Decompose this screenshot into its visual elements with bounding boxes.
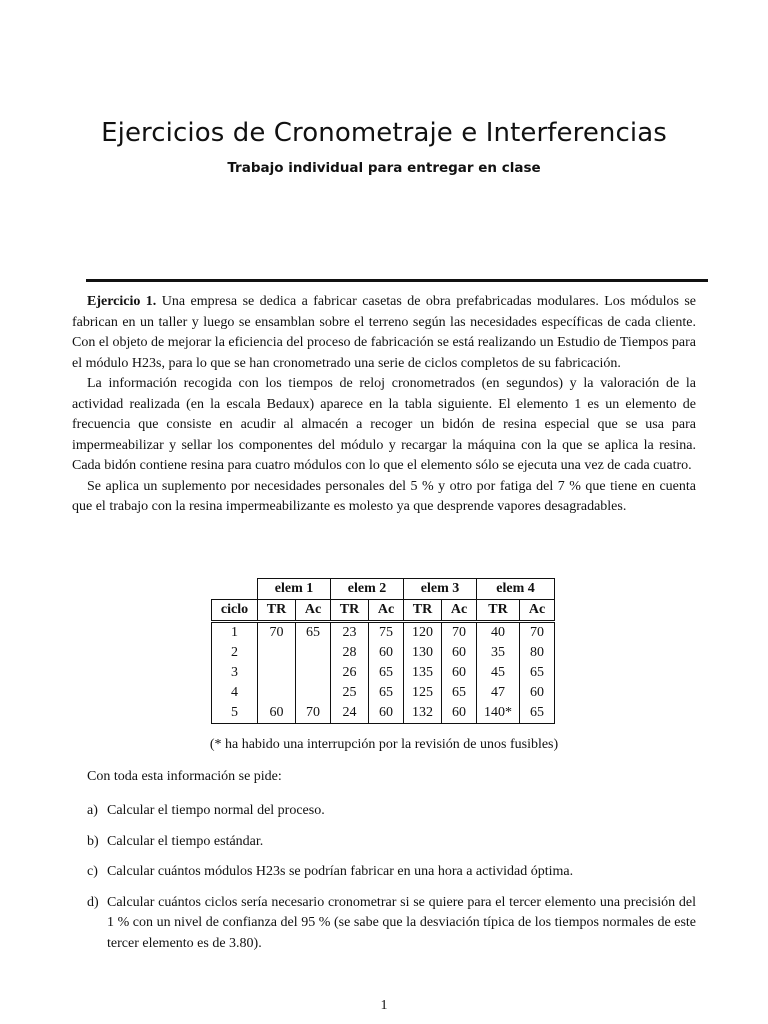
questions-intro: Con toda esta información se pide: <box>87 769 282 784</box>
column-header: Ac <box>296 600 331 622</box>
exercise-paragraph-3: Se aplica un suplemento por necesidades personales del 5 % y otro por fatiga del 7 % que tiene en cuenta que el trabajo con la resina impermeabilizante es molesto ya que desprende vapores desagradables. <box>72 478 696 514</box>
table-cell: 24 <box>331 703 369 724</box>
table-cell: 120 <box>404 622 442 644</box>
exercise-paragraph-1 <box>72 292 696 374</box>
table-footnote: (* ha habido una interrupción por la revisión de unos fusibles) <box>209 737 559 752</box>
table-cell: 60 <box>520 683 555 703</box>
table-cell: 65 <box>369 683 404 703</box>
cycle-header: ciclo <box>212 600 258 622</box>
page-number: 1 <box>380 998 388 1013</box>
paragraph-text: Una empresa se dedica a fabricar casetas de obra prefabricadas modulares. Los módulos se fabrican en un taller y luego se ensamblan sobre el terreno según las necesidades específicas de cada cliente. Con el objeto de mejorar la eficiencia del proceso de fabricación se está realizando un Estudio de Tiempos para el módulo H23s, para lo que se han cronometrado una serie de ciclos completos de su fabricación. <box>72 294 696 371</box>
exercise-body <box>72 292 696 518</box>
column-header: Ac <box>442 600 477 622</box>
column-header: Ac <box>520 600 555 622</box>
table-cell: 80 <box>520 643 555 663</box>
table-cell: 65 <box>520 663 555 683</box>
question-text: Calcular cuántos ciclos sería necesario cronometrar si se quiere para el tercer elemento una precisión del 1 % con un nivel de confianza del 95 % (se sabe que la desviación típica de los tiempos normales de este tercer elemento es de 3.80). <box>107 894 696 951</box>
table-row <box>212 683 555 703</box>
table-cell: 28 <box>331 643 369 663</box>
cycle-cell: 4 <box>212 683 258 703</box>
table-cell: 140* <box>477 703 520 724</box>
table-cell: 45 <box>477 663 520 683</box>
table-cell: 65 <box>442 683 477 703</box>
table-cell <box>296 663 331 683</box>
exercise-paragraph-2: La información recogida con los tiempos de reloj cronometrados (en segundos) y la valoración de la actividad realizada (en la escala Bedaux) aparece en la tabla siguiente. El elemento 1 es un elemento de frecuencia que consiste en acudir al almacén a recoger un bidón de resina especial que se usa para impermeabilizar y sellar los componentes del módulo y recargar la máquina con la que se aplica la resina. Cada bidón contiene resina para cuatro módulos con lo que el elemento sólo se ejecuta una vez de cada cuatro. <box>72 376 696 473</box>
table-cell <box>258 643 296 663</box>
question-item <box>72 862 696 883</box>
table-cell: 60 <box>442 703 477 724</box>
question-item <box>72 801 696 822</box>
column-header: TR <box>477 600 520 622</box>
column-header: TR <box>404 600 442 622</box>
document-subtitle: Trabajo individual para entregar en clase <box>227 160 541 176</box>
table-cell: 65 <box>296 622 331 644</box>
question-item <box>72 832 696 853</box>
table-cell: 60 <box>442 663 477 683</box>
table-cell: 135 <box>404 663 442 683</box>
table-cell: 25 <box>331 683 369 703</box>
cycle-cell: 1 <box>212 622 258 644</box>
table-cell: 70 <box>442 622 477 644</box>
table-cell: 35 <box>477 643 520 663</box>
column-header: TR <box>331 600 369 622</box>
table-cell: 60 <box>442 643 477 663</box>
table-row <box>212 622 555 644</box>
table-cell: 40 <box>477 622 520 644</box>
table-cell <box>258 683 296 703</box>
table-cell: 130 <box>404 643 442 663</box>
table-cell: 70 <box>258 622 296 644</box>
table-row <box>212 643 555 663</box>
question-label: a) <box>87 803 98 818</box>
question-label: b) <box>87 833 99 849</box>
exercise-label: Ejercicio 1. <box>87 294 157 309</box>
table-cell: 70 <box>520 622 555 644</box>
question-list <box>72 801 696 964</box>
table-cell: 65 <box>369 663 404 683</box>
table-cell: 60 <box>258 703 296 724</box>
table-cell: 47 <box>477 683 520 703</box>
table-cell: 60 <box>369 703 404 724</box>
group-header: elem 3 <box>404 579 477 600</box>
question-item <box>72 893 696 955</box>
horizontal-rule <box>86 279 708 282</box>
table-cell <box>296 643 331 663</box>
question-label: c) <box>87 864 98 879</box>
table-cell: 75 <box>369 622 404 644</box>
table-body <box>212 622 555 724</box>
question-text: Calcular el tiempo estándar. <box>107 833 264 849</box>
cycle-cell: 2 <box>212 643 258 663</box>
table-cell: 26 <box>331 663 369 683</box>
timing-table <box>211 578 555 724</box>
cycle-cell: 5 <box>212 703 258 724</box>
table-cell: 65 <box>520 703 555 724</box>
question-label: d) <box>87 894 99 910</box>
table-cell: 70 <box>296 703 331 724</box>
group-header: elem 1 <box>258 579 331 600</box>
group-header: elem 4 <box>477 579 555 600</box>
table-row <box>212 663 555 683</box>
table-cell <box>296 683 331 703</box>
table-cell: 132 <box>404 703 442 724</box>
question-text: Calcular el tiempo normal del proceso. <box>107 803 325 818</box>
document-title: Ejercicios de Cronometraje e Interferencias <box>101 118 667 148</box>
group-header: elem 2 <box>331 579 404 600</box>
table-cell: 125 <box>404 683 442 703</box>
table-row <box>212 703 555 724</box>
cycle-cell: 3 <box>212 663 258 683</box>
column-header: TR <box>258 600 296 622</box>
question-text: Calcular cuántos módulos H23s se podrían fabricar en una hora a actividad óptima. <box>107 864 574 879</box>
table-cell <box>258 663 296 683</box>
column-header: Ac <box>369 600 404 622</box>
table-cell: 60 <box>369 643 404 663</box>
table-cell: 23 <box>331 622 369 644</box>
